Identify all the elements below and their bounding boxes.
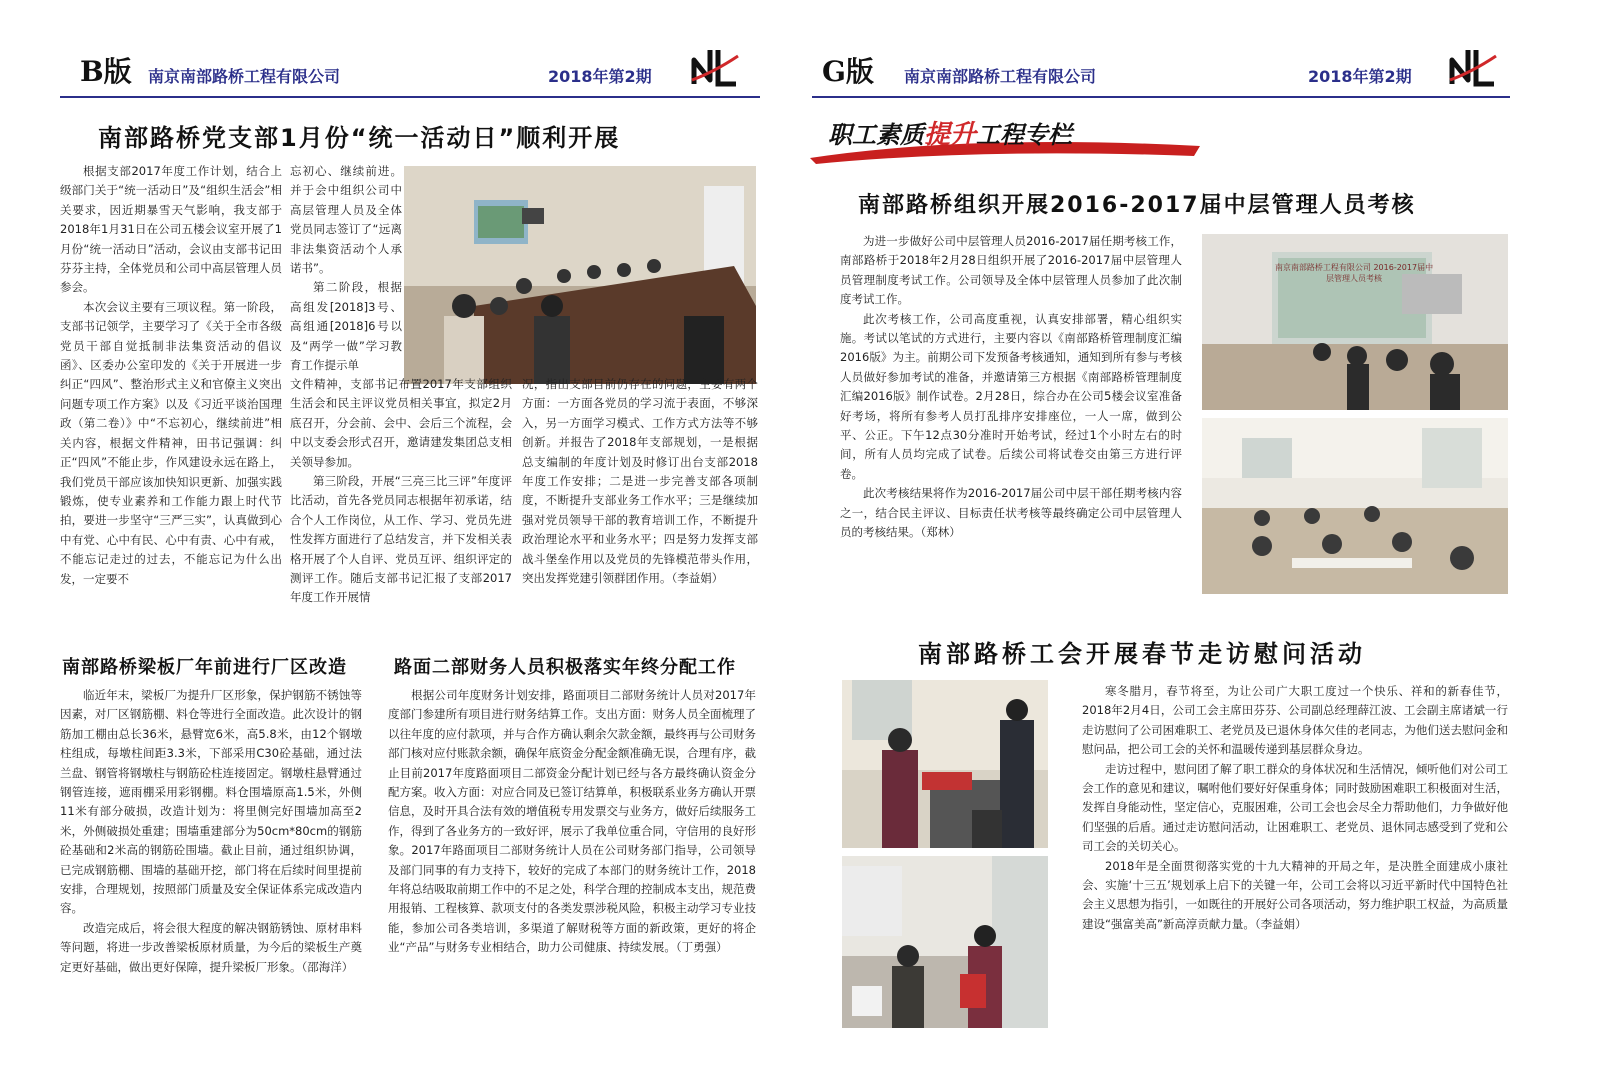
article2-para: 改造完成后，将会很大程度的解决钢筋锈蚀、原材串料等问题，将进一步改善梁板原材质量，为今后的梁板生产奠定更好基础，做出更好保障，提升梁板厂形象。（邵海洋） <box>60 920 362 974</box>
article1-col3 <box>522 375 758 588</box>
edition-label: G版 <box>822 55 874 88</box>
article5-body <box>1082 682 1508 934</box>
company-logo-icon <box>1448 44 1498 92</box>
article1-col2-para: 忘初心、继续前进。并于会中组织公司中高层管理人员及全体党员同志签订了“远离非法集资活动个人承诺书”。 <box>290 164 402 276</box>
banner-text-3: 工程专栏 <box>976 121 1073 149</box>
article3-para: 根据公司年度财务计划安排，路面项目二部财务统计人员对2017年度部门参建所有项目进行财务结算工作。支出方面：财务人员全面梳理了以往年度的应付款项，并与合作方确认剩余欠款金额，最终再与公司财务部门核对应付账款余额，确保年底资金分配金额准确无误，合理有序，截止目前2017年度路面项目二部资金分配计划已经与各方最终确认资金分配方案。收入方面：对应合同及已签订结算单，积极联系业务方确认开票信息，及时开具合法有效的增值税专用发票交与业务方，做好后续服务工作，得到了各业务方的一致好评，展示了我单位重合同，守信用的良好形象。2017年路面项目二部财务统计人员在公司财务部门指导，公司领导及部门同事的有力支持下，较好的完成了本部门的财务统计工作，2018年将总结吸取前期工作中的不足之处，科学合理的控制成本支出，规范费用报销、工程核算、款项支付的各类发票涉税风险，积极主动学习专业技能，参加公司各类培训，多渠道了解财税等方面的新政策，更好的将企业“产品”与财务专业相结合，助力公司健康、持续发展。（丁勇强） <box>388 688 756 955</box>
issue-number: 2018年第2期 <box>548 67 652 86</box>
meeting-photo <box>404 166 756 384</box>
article5-para: 寒冬腊月，春节将至，为让公司广大职工度过一个快乐、祥和的新春佳节，2018年2月4日，公司工会主席田芬芬、公司副总经理薛江波、工会副主席诸斌一行走访慰问了公司困难职工、老党员及已退休身体欠佳的老同志，为他们送去慰问金和慰问品，把公司工会的关怀和温暖传递到基层群众身边。 <box>1082 684 1508 757</box>
header-rule <box>60 96 760 98</box>
article5-para: 走访过程中，慰问团了解了职工群众的身体状况和生活情况，倾听他们对公司工会工作的意见和建议，嘱咐他们要好好保重身体；同时鼓励困难职工积极面对生活，发挥自身能动性，坚定信心，克服困难，公司工会也会尽全力帮助他们，力争做好他们坚强的后盾。通过走访慰问活动，让困难职工、老党员、退休同志感受到了党和公司工会的关切关心。 <box>1082 761 1508 854</box>
article3-body <box>388 686 756 958</box>
article2-body <box>60 686 362 977</box>
visit-photo-1 <box>842 680 1048 848</box>
article1-col3-para: 况，指出支部目前仍存在的问题，主要有两个方面：一方面各党员的学习流于表面，不够深入，另一方面学习模式、工作方式方法等不够创新。并报告了2018年支部规划，一是根据总支编制的年度计划及时修订出台支部2018年度工作安排；二是进一步完善支部各项制度，不断提升支部业务工作水平；三是继续加强对党员领导干部的教育培训工作，不断提升政治理论水平和业务水平；四是努力发挥支部战斗堡垒作用以及党员的先锋模范带头作用，突出发挥党建引领群团作用。（李益娟） <box>522 377 758 586</box>
header-rule <box>812 96 1510 98</box>
article1-col2-para: 第三阶段，开展“三亮三比三评”年度评比活动，首先各党员同志根据年初承诺，结合个人工作岗位，从工作、学习、党员先进性发挥方面进行了总结发言，并下发相关表格开展了个人自评、党员互评、组织评定的测评工作。随后支部书记汇报了支部2017年度工作开展情 <box>290 474 512 605</box>
article4-body <box>840 232 1182 543</box>
screen-caption: 南京南部路桥工程有限公司 2016-2017届中层管理人员考核 <box>1274 263 1434 283</box>
article1-col1 <box>60 162 282 589</box>
article1-col2-para: 文件精神，支部书记布置2017年支部组织生活会和民主评议党员相关事宜，拟定2月底召开，分会前、会中、会后三个流程，会中以支委会形式召开，邀请建发集团总支相关领导参加。 <box>290 377 512 469</box>
article1-col1-para: 根据支部2017年度工作计划，结合上级部门关于“统一活动日”及“组织生活会”相关要求，因近期暴雪天气影响，我支部于2018年1月31日在公司五楼会议室开展了1月份“统一活动日”活动，会议由支部书记田芬芬主持，全体党员和公司中高层管理人员参会。 <box>60 164 282 295</box>
article1-col2-para: 第二阶段，根据高组发[2018]3号、高组通[2018]6号以及“两学一做”学习教育工作提示单 <box>290 280 402 373</box>
article1-col1-para: 本次会议主要有三项议程。第一阶段，支部书记领学，主要学习了《关于全市各级党员干部自觉抵制非法集资活动的倡议函》、区委办公室印发的《关于开展进一步纠正“四风”、整治形式主义和官僚主义突出问题专项工作方案》以及《习近平谈治国理政（第二卷）》中“不忘初心，继续前进”相关内容，根据文件精神，田书记强调：纠正“四风”不能止步，作风建设永远在路上，我们党员干部应该加快知识更新、加强实践锻炼，使专业素养和工作能力跟上时代节拍，要进一步坚守“三严三实”，认真做到心中有党、心中有民、心中有责、心中有戒，不能忘记走过的过去，不能忘记为什么出发，一定要不 <box>60 299 282 586</box>
article5-para: 2018年是全面贯彻落实党的十九大精神的开局之年，是决胜全面建成小康社会、实施‘十三五’规划承上启下的关键一年，公司工会将以习近平新时代中国特色社会主义思想为指引，一如既往的开展好公司各项活动，努力维护职工权益，为高质量建设“强富美高”新高淳贡献力量。（李益娟） <box>1082 858 1508 931</box>
visit-photo-2 <box>842 856 1048 1028</box>
company-logo-icon <box>690 44 740 92</box>
article4-para: 为进一步做好公司中层管理人员2016-2017届任期考核工作，南部路桥于2018年2月28日组织开展了2016-2017届中层管理人员管理制度考试工作。公司领导及全体中层管理人员参加了此次制度考试工作。 <box>840 234 1182 307</box>
issue-number: 2018年第2期 <box>1308 67 1412 86</box>
company-name: 南京南部路桥工程有限公司 <box>148 67 341 86</box>
exam-room-photo-1 <box>1202 234 1508 410</box>
article5-title: 南部路桥工会开展春节走访慰问活动 <box>918 640 1366 668</box>
article2-para: 临近年末，梁板厂为提升厂区形象，保护钢筋不锈蚀等因素，对厂区钢筋棚、料仓等进行全面改造。此次设计的钢筋加工棚由总长36米，悬臂宽6米，高5.8米，由12个钢墩柱组成，每墩柱间距3.3米，下部采用C30砼基础，通过法兰盘、钢管将钢墩柱与钢筋砼柱连接固定。钢墩柱悬臂通过钢管连接，遮雨棚采用彩钢棚。料仓围墙原高1.5米，外侧11米有部分破损，改造计划为：将里侧完好围墙加高至2米，外侧破损处重建；围墙重建部分为50cm*80cm的钢筋砼基础和2米高的钢筋砼围墙。截止目前，通过组织协调，已完成钢筋棚、围墙的基础开挖，部门将在后续时间里提前安排，合理规划，按照部门质量及安全保证体系完成改造内容。 <box>60 688 362 916</box>
article1-title: 南部路桥党支部1月份“统一活动日”顺利开展 <box>98 124 621 152</box>
article1-col2-bottom <box>290 375 512 608</box>
edition-label: B版 <box>80 55 132 88</box>
article2-title: 南部路桥梁板厂年前进行厂区改造 <box>62 657 347 678</box>
banner-text-1: 职工素质 <box>828 121 924 149</box>
banner-text-2: 提升 <box>924 120 977 150</box>
company-name: 南京南部路桥工程有限公司 <box>904 67 1097 86</box>
article4-para: 此次考核工作，公司高度重视，认真安排部署，精心组织实施。考试以笔试的方式进行，主要内容以《南部路桥管理制度汇编2016版》为主。前期公司下发预备考核通知，通知到所有参与考核人员做好参加考试的准备，并邀请第三方根据《南部路桥管理制度汇编2016版》制作试卷。2月28日，综合办在公司5楼会议室准备好考场，将所有参考人员打乱排序安排座位，一人一席，做到公平、公正。下午12点30分准时开始考试，经过1个小时左右的时间，所有人员均完成了试卷。后续公司将试卷交由第三方进行评卷。 <box>840 311 1182 481</box>
article4-para: 此次考核结果将作为2016-2017届公司中层干部任期考核内容之一，结合民主评议、目标责任状考核等最终确定公司中层管理人员的考核结果。（郑林） <box>840 486 1182 540</box>
article4-title: 南部路桥组织开展2016-2017届中层管理人员考核 <box>858 193 1416 218</box>
right-page <box>800 0 1600 1090</box>
article1-col2-top <box>290 162 402 375</box>
exam-room-photo-2 <box>1202 418 1508 594</box>
column-banner <box>810 112 1200 164</box>
article3-title: 路面二部财务人员积极落实年终分配工作 <box>394 657 736 678</box>
